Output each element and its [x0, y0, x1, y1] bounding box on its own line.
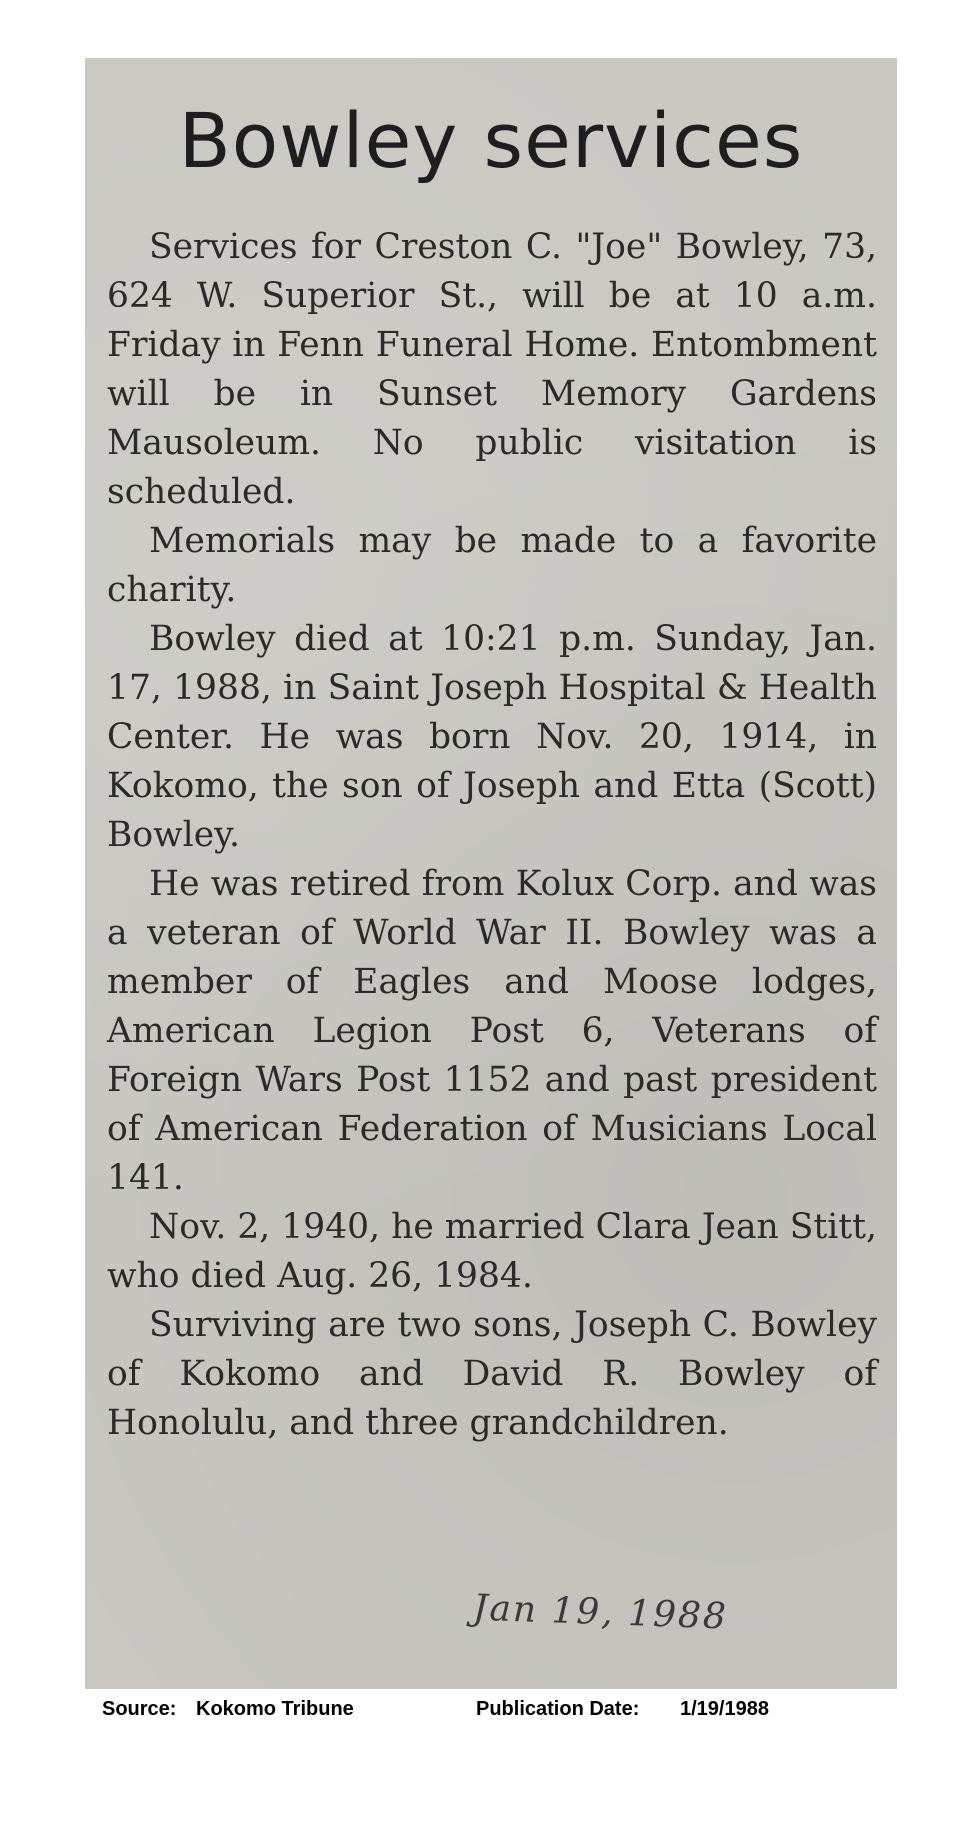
paragraph-death: Bowley died at 10:21 p.m. Sunday, Jan. 17, 1988, in Saint Joseph Hospital & Health Center. He was born Nov. 20, 1914, in Kokomo, the son of Joseph and Etta (Scott) Bowley.	[107, 619, 877, 855]
source-value: Kokomo Tribune	[196, 1698, 354, 1720]
paragraph-survivors: Surviving are two sons, Joseph C. Bowley of Kokomo and David R. Bowley of Honolulu, and three grandchildren.	[107, 1305, 877, 1443]
paragraph-services: Services for Creston C. "Joe" Bowley, 73, 624 W. Superior St., will be at 10 a.m. Friday in Fenn Funeral Home. Entombment will be in Sunset Memory Gardens Mausoleum. No public visitation is scheduled.	[107, 227, 877, 512]
paragraph-career: He was retired from Kolux Corp. and was a veteran of World War II. Bowley was a member of Eagles and Moose lodges, American Legion Post 6, Veterans of Foreign Wars Post 1152 and past president of American Federation of Musicians Local 141.	[107, 864, 877, 1198]
source-label: Source:	[102, 1698, 177, 1720]
paragraph-memorials: Memorials may be made to a favorite charity.	[107, 521, 877, 610]
publication-date-label: Publication Date:	[476, 1698, 640, 1720]
article-body	[107, 223, 877, 1448]
headline: Bowley services	[178, 96, 804, 185]
paragraph-marriage: Nov. 2, 1940, he married Clara Jean Stitt, who died Aug. 26, 1984.	[107, 1207, 877, 1296]
handwritten-date: Jan 19, 1988	[472, 1587, 729, 1638]
footer	[102, 1698, 922, 1728]
newspaper-clipping	[85, 58, 897, 1689]
publication-date-value: 1/19/1988	[680, 1698, 769, 1720]
